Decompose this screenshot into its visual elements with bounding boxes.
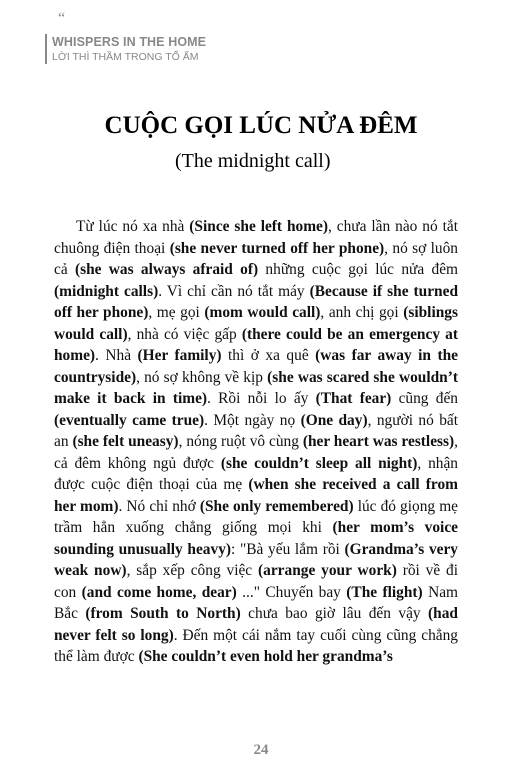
vietnamese-text: , nóng ruột vô cùng [178, 433, 303, 450]
vietnamese-text: . Rồi nỗi lo ấy [207, 390, 316, 407]
english-gloss: (when she received a call from her mom) [54, 476, 458, 515]
vietnamese-text: những cuộc gọi lúc nửa đêm [258, 261, 458, 278]
vietnamese-text: . Đến một cái nắm tay cuối cùng cũng chẳng thể làm được [54, 626, 458, 665]
vietnamese-text: , mẹ gọi [148, 304, 205, 321]
page-number: 24 [253, 742, 269, 758]
english-gloss: (Since she left home) [189, 218, 329, 235]
vietnamese-text: , cả đêm không ngủ được [54, 433, 459, 472]
vietnamese-text: . Một ngày nọ [204, 411, 301, 429]
english-gloss: (she was always afraid of) [74, 261, 259, 278]
english-gloss: (She couldn’t even hold her grandma’s [138, 648, 393, 665]
english-gloss: (there could be an emergency at home) [54, 325, 458, 364]
english-gloss: (Her family) [137, 347, 222, 364]
english-gloss: (she felt uneasy) [72, 433, 179, 450]
english-gloss: (she was scared she wouldn’t make it back in time) [54, 368, 458, 407]
story-title: CUỘC GỌI LÚC NỬA ĐÊM [104, 112, 418, 139]
vietnamese-text: rồi về đi con [54, 562, 459, 601]
english-gloss: (arrange your work) [258, 562, 397, 579]
english-gloss: (and come home, dear) [81, 583, 237, 601]
running-header [45, 34, 206, 64]
vietnamese-text: Nam Bắc [54, 583, 458, 622]
english-gloss: (her heart was restless) [302, 433, 455, 450]
english-gloss: (Because if she turned off her phone) [54, 282, 459, 321]
english-gloss: (mom would call) [204, 304, 321, 321]
vietnamese-text: , người nó bất an [54, 411, 458, 450]
english-gloss: (eventually came true) [54, 411, 205, 429]
vietnamese-text: . Nó chỉ nhớ [118, 497, 200, 515]
english-gloss: (was far away in the countryside) [54, 347, 458, 386]
vietnamese-text: lúc đó giọng mẹ trầm hẳn xuống chẳng giống mọi khi [54, 497, 458, 536]
vietnamese-text: , sắp xếp công việc [126, 562, 259, 579]
english-gloss: (She only remembered) [199, 497, 354, 515]
english-gloss: (she never turned off her phone) [169, 239, 385, 257]
vietnamese-text: Từ lúc nó xa nhà [76, 218, 190, 235]
english-gloss: (One day) [300, 411, 368, 429]
english-gloss: (That fear) [315, 390, 392, 407]
vietnamese-text: thì ở xa quê [221, 347, 316, 364]
english-gloss: (Grandma’s very weak now) [54, 540, 458, 579]
english-gloss: (midnight calls) [54, 282, 159, 300]
vietnamese-text: , nhận được cuộc điện thoại của mẹ [54, 454, 459, 493]
vietnamese-text: . Nhà [95, 347, 138, 364]
vietnamese-text: cũng đến [391, 390, 458, 407]
english-gloss: (had never felt so long) [54, 605, 458, 644]
vietnamese-text: , anh chị gọi [320, 304, 404, 321]
english-gloss: (her mom’s voice sounding unusually heavy) [54, 519, 458, 558]
header-title-vietnamese: LỜI THÌ THẦM TRONG TỔ ẤM [52, 51, 199, 63]
english-gloss: (she couldn’t sleep all night) [220, 454, 418, 472]
quote-mark: “ [58, 10, 66, 27]
english-gloss: (The flight) [346, 583, 423, 601]
vietnamese-text: chưa bao giờ lâu đến vậy [240, 605, 429, 622]
english-gloss: (from South to North) [85, 605, 241, 622]
english-gloss: (siblings would call) [54, 304, 458, 343]
body-paragraph [54, 216, 458, 668]
vietnamese-text: : "Bà yếu lắm rồi [231, 540, 345, 558]
vietnamese-text: , nó sợ luôn cả [54, 239, 458, 278]
story-subtitle: (The midnight call) [175, 150, 331, 172]
vietnamese-text: , nhà có việc gấp [127, 325, 242, 343]
vietnamese-text: , nó sợ không về kịp [136, 368, 268, 386]
vietnamese-text: ..." Chuyến bay [236, 583, 347, 601]
header-title-english: WHISPERS IN THE HOME [52, 35, 207, 49]
vietnamese-text: , chưa lần nào nó tắt chuông điện thoại [54, 218, 458, 257]
vietnamese-text: . Vì chỉ cần nó tắt máy [158, 282, 310, 300]
